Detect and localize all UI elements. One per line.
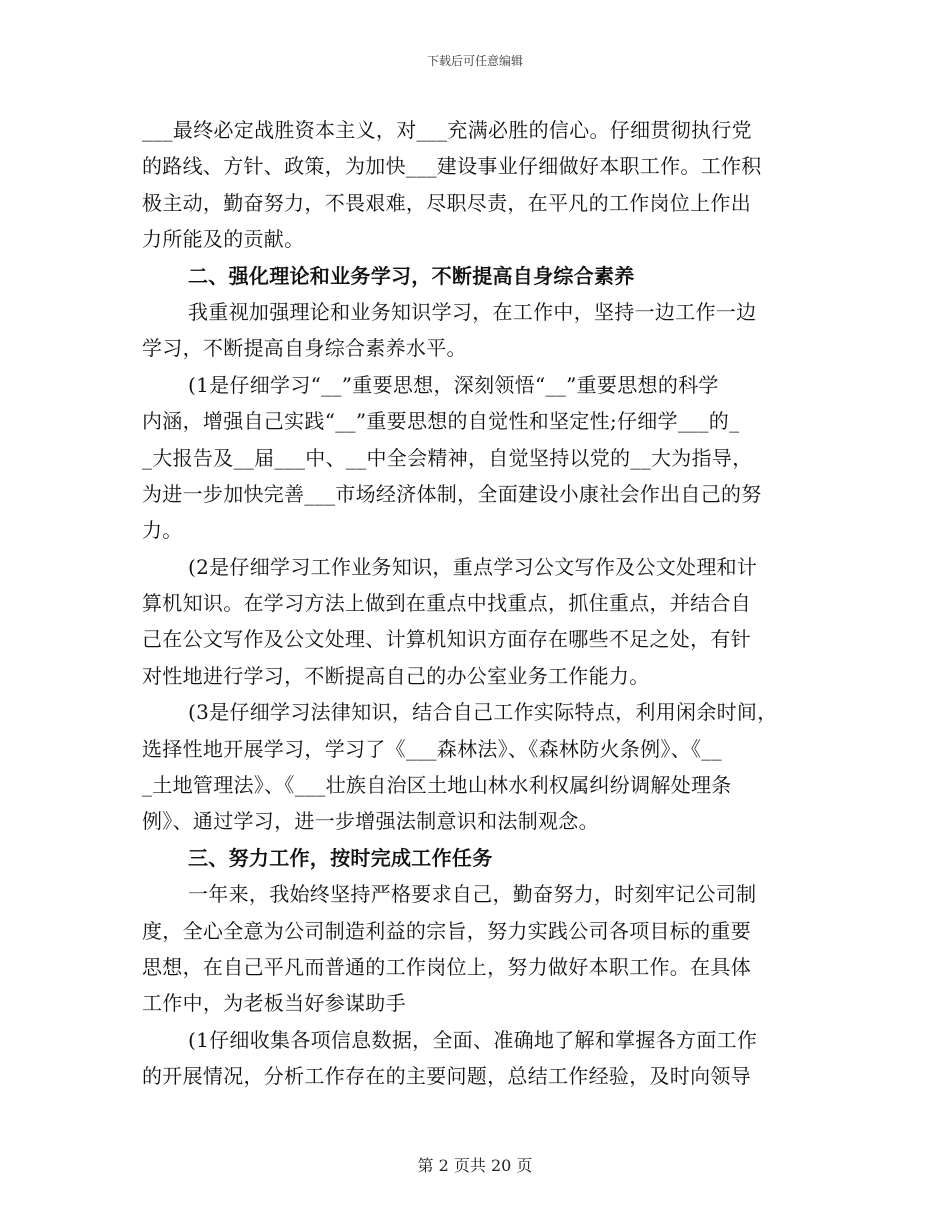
text-line: 己在公文写作及公文处理、计算机知识方面存在哪些不足之处，有针 bbox=[142, 627, 751, 652]
text-line: _土地管理法》、《___壮族自治区土地山林水利权属纠纷调解处理条 bbox=[142, 773, 732, 798]
page-header: 下载后可任意编辑 bbox=[426, 54, 523, 68]
text-line: 选择性地开展学习，学习了《___森林法》、《森林防火条例》、《__ bbox=[142, 736, 722, 761]
text-line: 的开展情况，分析工作存在的主要问题，总结工作经验，及时向领导 bbox=[142, 1064, 751, 1089]
text-line: 学习，不断提高自身综合素养水平。 bbox=[142, 336, 467, 361]
text-line: 工作中，为老板当好参谋助手 bbox=[142, 991, 406, 1016]
text-line: ___最终必定战胜资本主义，对___充满必胜的信心。仔细贯彻执行党 bbox=[142, 118, 752, 142]
text-line: 为进一步加快完善___市场经济体制，全面建设小康社会作出自己的努 bbox=[142, 481, 762, 506]
text-line: 极主动，勤奋努力，不畏艰难，尽职尽责，在平凡的工作岗位上作出 bbox=[142, 190, 751, 215]
text-line: 思想，在自己平凡而普通的工作岗位上，努力做好本职工作。在具体 bbox=[142, 954, 751, 979]
text-line: 的路线、方针、政策，为加快___建设事业仔细做好本职工作。工作积 bbox=[142, 154, 762, 179]
section-heading-3: 三、努力工作，按时完成工作任务 bbox=[188, 845, 493, 870]
paragraph-first-line: 我重视加强理论和业务知识学习，在工作中，坚持一边工作一边 bbox=[188, 299, 757, 324]
text-line: 度，全心全意为公司制造利益的宗旨，努力实践公司各项目标的重要 bbox=[142, 918, 751, 943]
paragraph-first-line: (1是仔细学习“__”重要思想，深刻领悟“__”重要思想的科学 bbox=[188, 372, 719, 397]
document-body bbox=[142, 112, 808, 1095]
paragraph-first-line: 一年来，我始终坚持严格要求自己，勤奋努力，时刻牢记公司制 bbox=[188, 882, 757, 907]
text-line: 内涵，增强自己实践“__”重要思想的自觉性和坚定性;仔细学___的_ bbox=[142, 409, 740, 434]
paragraph-first-line: (2是仔细学习工作业务知识，重点学习公文写作及公文处理和计 bbox=[188, 554, 758, 579]
text-line: 力所能及的贡献。 bbox=[142, 227, 305, 252]
paragraph-first-line: (1仔细收集各项信息数据，全面、准确地了解和掌握各方面工作 bbox=[188, 1027, 758, 1052]
text-line: 力。 bbox=[142, 518, 183, 543]
section-heading-2: 二、强化理论和业务学习，不断提高自身综合素养 bbox=[188, 263, 635, 288]
text-line: 算机知识。在学习方法上做到在重点中找重点，抓住重点，并结合自 bbox=[142, 591, 751, 616]
paragraph-first-line: (3是仔细学习法律知识，结合自己工作实际特点，利用闲余时间， bbox=[188, 700, 778, 725]
page-number: 第 2 页共 20 页 bbox=[417, 1156, 533, 1175]
text-line: 对性地进行学习，不断提高自己的办公室业务工作能力。 bbox=[142, 663, 650, 688]
text-line: _大报告及__届___中、__中全会精神，自觉坚持以党的__大为指导， bbox=[142, 445, 753, 470]
text-line: 例》、通过学习，进一步增强法制意识和法制观念。 bbox=[142, 809, 599, 834]
